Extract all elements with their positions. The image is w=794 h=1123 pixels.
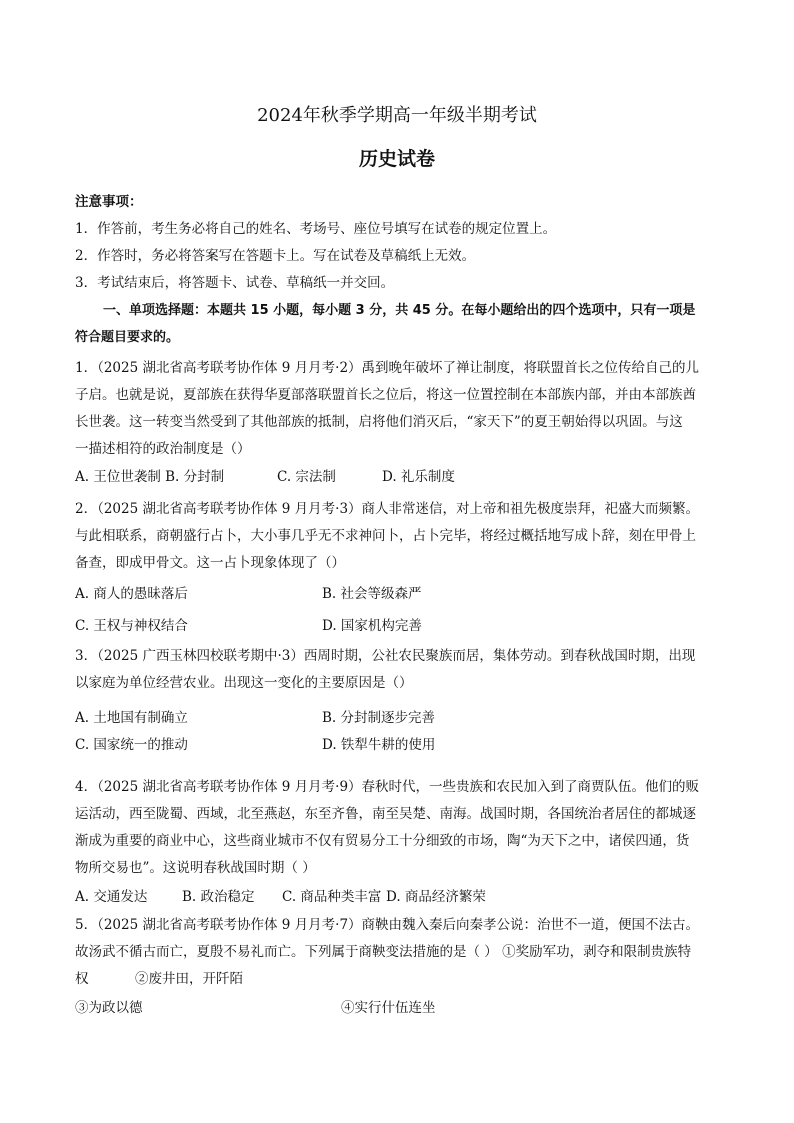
question-1-option-d: D. 礼乐制度 [382,469,455,485]
question-4-text: 4．（2025 湖北省高考联考协作体 9 月月考·9）春秋时代，一些贵族和农民加入到了商贾队伍。他们的贩 [75,779,700,795]
question-5-text: 5．（2025 湖北省高考联考协作体 9 月月考·7）商鞅由魏入秦后向秦孝公说：治世不一道，便国不法古。 [75,917,700,933]
question-3-option-b: B. 分封制逐步完善 [322,710,436,726]
exam-title: 2024年秋季学期高一年级半期考试 [257,105,537,126]
question-4-text: 渐成为重要的商业中心，这些商业城市不仅有贸易分工十分细致的市场，陶“为天下之中，诸侯四通，货 [75,833,690,849]
question-4-option-b: B. 政治稳定 [182,889,255,905]
section-heading-cont: 符合题目要求的。 [75,330,180,345]
question-5-option-3: ③为政以德 [75,1000,143,1016]
question-5-option-2: ②废井田，开阡陌 [135,971,243,987]
section-heading: 一、单项选择题：本题共 15 小题，每小题 3 分，共 45 分。在每小题给出的四个选项中，只有一项是 [103,303,696,318]
question-4-option-d: D. 商品经济繁荣 [386,889,486,905]
question-3-option-c: C. 国家统一的推动 [75,737,188,753]
exam-subject: 历史试卷 [358,148,435,170]
notice-item: 1．作答前，考生务必将自己的姓名、考场号、座位号填写在试卷的规定位置上。 [75,221,557,237]
question-2-option-d: D. 国家机构完善 [322,618,422,634]
question-3-text: 以家庭为单位经营农业。出现这一变化的主要原因是（） [75,675,413,691]
question-1-text: 子启。也就是说，夏部族在获得华夏部落联盟首长之位后，将这一位置控制在本部族内部，并由本部族酋 [75,387,696,403]
question-5-text: 权 [75,971,89,987]
question-2-text: 备查，即成甲骨文。这一占卜现象体现了（） [75,555,345,571]
question-2-option-c: C. 王权与神权结合 [75,618,188,634]
question-4-option-a: A. 交通发达 [75,889,148,905]
question-3-text: 3．（2025 广西玉林四校联考期中·3）西周时期，公社农民聚族而居，集体劳动。到春秋战国时期，出现 [75,648,696,664]
question-1-text: 长世袭。这一转变当然受到了其他部族的抵制，启将他们消灭后，“家天下”的夏王朝始得以巩固。与这 [75,414,683,430]
notice-heading: 注意事项： [75,194,143,210]
question-1-text: 1．（2025 湖北省高考联考协作体 9 月月考·2）禹到晚年破坏了禅让制度，将联盟首长之位传给自己的儿 [75,360,700,376]
question-5-text: 故汤武不循古而亡，夏殷不易礼而亡。下列属于商鞅变法措施的是（ ） ①奖励军功，剥夺和限制贵族特 [75,944,692,960]
question-2-text: 与此相联系，商朝盛行占卜，大小事几乎无不求神问卜，占卜完毕，将经过概括地写成卜辞，刻在甲骨上 [75,528,696,544]
question-2-option-b: B. 社会等级森严 [322,586,422,602]
notice-item: 2．作答时，务必将答案写在答题卡上。写在试卷及草稿纸上无效。 [75,248,476,264]
question-4-option-c: C. 商品种类丰富 [282,889,382,905]
question-4-text: 物所交易也”。这说明春秋战国时期（ ） [75,860,316,876]
question-1-option-c: C. 宗法制 [277,469,336,485]
question-1-text: 一描述相符的政治制度是（） [75,441,251,457]
question-1-option-ab: A. 王位世袭制 B. 分封制 [75,469,225,485]
question-3-option-d: D. 铁犁牛耕的使用 [322,737,436,753]
question-5-option-4: ④实行什伍连坐 [341,1000,436,1016]
question-3-option-a: A. 土地国有制确立 [75,710,188,726]
notice-item: 3．考试结束后，将答题卡、试卷、草稿纸一并交回。 [75,275,395,291]
question-2-option-a: A. 商人的愚昧落后 [75,586,188,602]
question-2-text: 2．（2025 湖北省高考联考协作体 9 月月考·3）商人非常迷信，对上帝和祖先极度崇拜，祀盛大而频繁。 [75,501,700,517]
question-4-text: 运活动，西至陇蜀、西域，北至燕赵，东至齐鲁，南至吴楚、南海。战国时期，各国统治者居住的都城逐 [75,806,696,822]
